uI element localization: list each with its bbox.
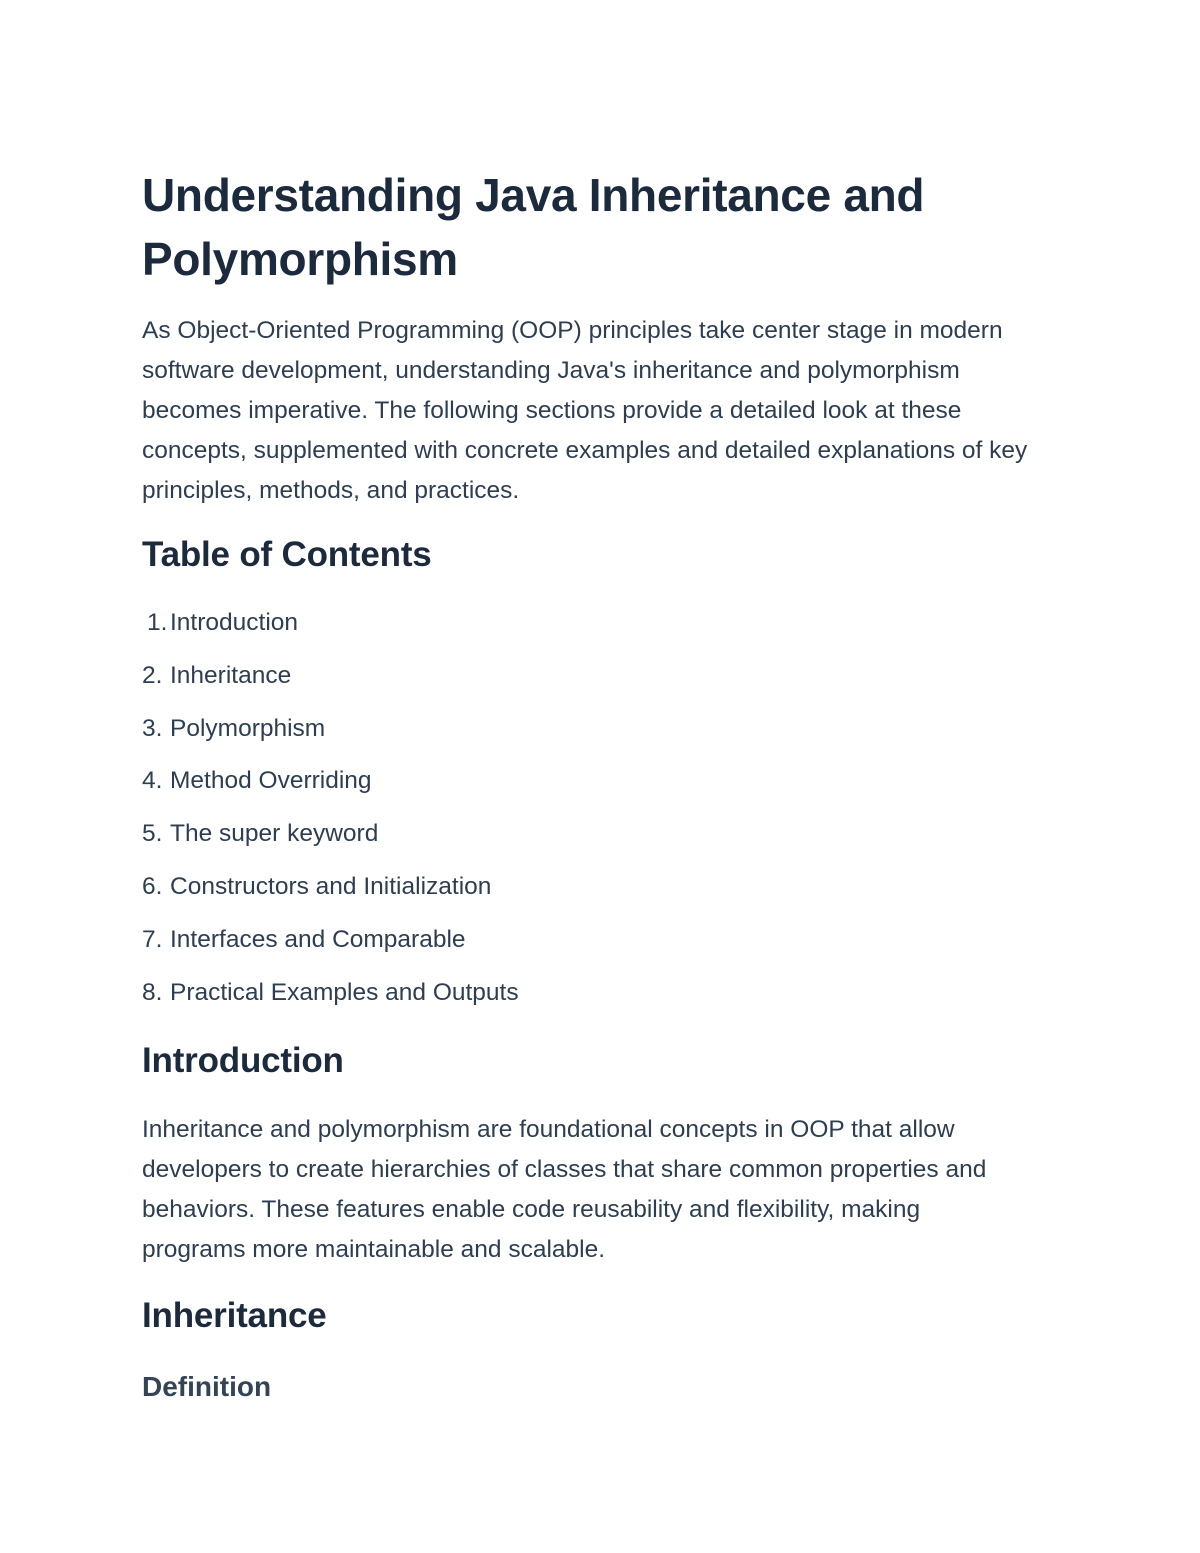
inheritance-heading: Inheritance [142, 1296, 327, 1335]
intro-paragraph: As Object-Oriented Programming (OOP) principles take center stage in modern software development, understanding Java's inheritance and polymorphism becomes imperative. The following sections provide a detailed look at these concepts, supplemented with concrete examples and detailed explanations of key principles, methods, and practices. [142, 317, 1028, 504]
toc-item-label: Practical Examples and Outputs [170, 978, 519, 1006]
page-title: Understanding Java Inheritance and Polymorphism [142, 169, 925, 285]
toc-item-label: Inheritance [170, 661, 292, 689]
toc-item-inheritance[interactable]: 2. Inheritance [142, 661, 292, 689]
introduction-heading: Introduction [142, 1041, 344, 1080]
toc-item-label: Method Overriding [170, 767, 372, 795]
toc-item-label: Introduction [170, 609, 299, 636]
toc-item-interfaces[interactable]: 7. Interfaces and Comparable [142, 925, 466, 953]
toc-item-introduction[interactable]: 1. Introduction [147, 609, 299, 636]
toc-item-label: The super keyword [170, 820, 379, 848]
toc-heading: Table of Contents [142, 535, 432, 574]
toc-item-polymorphism[interactable]: 3. Polymorphism [142, 714, 326, 742]
toc-item-constructors[interactable]: 6. Constructors and Initialization [142, 872, 492, 900]
toc-item-label: Constructors and Initialization [170, 872, 492, 900]
definition-subheading: Definition [142, 1371, 272, 1402]
toc-item-label: Interfaces and Comparable [170, 925, 466, 953]
toc-item-method-overriding[interactable]: 4. Method Overriding [142, 767, 372, 795]
toc-item-super-keyword[interactable]: 5. The super keyword [142, 820, 379, 848]
toc-item-practical-examples[interactable]: 8. Practical Examples and Outputs [142, 978, 519, 1006]
introduction-paragraph: Inheritance and polymorphism are foundational concepts in OOP that allow developers to create hierarchies of classes that share common properties and behaviors. These features enable code reusability and flexibility, making programs more maintainable and scalable. [142, 1116, 987, 1263]
toc-item-label: Polymorphism [170, 714, 326, 742]
table-of-contents [142, 605, 519, 1027]
